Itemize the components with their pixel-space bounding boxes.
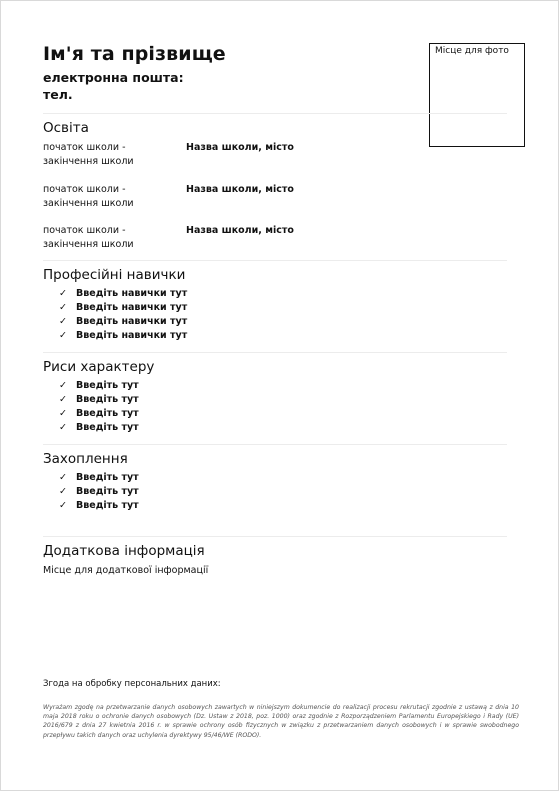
traits-title[interactable]: Риси характеру: [43, 359, 155, 375]
list-item[interactable]: [59, 315, 187, 329]
divider: [43, 260, 507, 261]
photo-placeholder-label: Місце для фото: [435, 46, 509, 56]
hobby-text: Введіть тут: [76, 486, 139, 497]
divider: [43, 444, 507, 445]
skill-text: Введіть навички тут: [76, 302, 188, 313]
email-label[interactable]: електронна пошта:: [43, 70, 184, 85]
list-item[interactable]: [59, 287, 187, 301]
check-icon: ✓: [59, 330, 67, 341]
education-dates-start: початок школи -: [43, 184, 126, 195]
education-dates-end: закінчення школи: [43, 198, 134, 209]
education-dates[interactable]: [43, 183, 163, 211]
hobby-text: Введіть тут: [76, 472, 139, 483]
skill-text: Введіть навички тут: [76, 330, 188, 341]
divider: [43, 352, 507, 353]
hobbies-title[interactable]: Захоплення: [43, 451, 128, 467]
consent-text[interactable]: Wyrażam zgodę na przetwarzanie danych osobowych zawartych w niniejszym dokumencie do realizacji procesu rekrutacji zgodnie z ustawą z dnia 10 maja 2018 roku o ochronie danych osobowych (Dz. Ustaw z 2018, poz. 1000) oraz zgodnie z Rozporządzeniem Parlamentu Europejskiego i Rady (UE) 2016/679 z dnia 27 kwietnia 2016 r. w sprawie ochrony osób fizycznych w związku z przetwarzaniem danych osobowych i w sprawie swobodnego przepływu takich danych oraz uchylenia dyrektywy 95/46/WE (RODO).: [43, 704, 519, 739]
check-icon: ✓: [59, 472, 67, 483]
check-icon: ✓: [59, 500, 67, 511]
education-dates[interactable]: [43, 224, 163, 252]
check-icon: ✓: [59, 288, 67, 299]
full-name[interactable]: Ім'я та прізвище: [43, 43, 226, 65]
trait-text: Введіть тут: [76, 408, 139, 419]
list-item[interactable]: [59, 379, 139, 393]
trait-text: Введіть тут: [76, 422, 139, 433]
photo-placeholder[interactable]: [429, 43, 525, 147]
trait-text: Введіть тут: [76, 380, 139, 391]
additional-info-text[interactable]: Місце для додаткової інформації: [43, 565, 209, 576]
divider: [43, 536, 507, 537]
education-dates-start: початок школи -: [43, 142, 126, 153]
check-icon: ✓: [59, 394, 67, 405]
education-dates[interactable]: [43, 141, 163, 169]
education-dates-end: закінчення школи: [43, 239, 134, 250]
consent-label[interactable]: Згода на обробку персональних даних:: [43, 679, 221, 689]
trait-text: Введіть тут: [76, 394, 139, 405]
additional-info-title[interactable]: Додаткова інформація: [43, 543, 205, 559]
education-school[interactable]: Назва школи, місто: [186, 142, 294, 153]
education-dates-end: закінчення школи: [43, 156, 134, 167]
check-icon: ✓: [59, 380, 67, 391]
list-item[interactable]: [59, 329, 187, 343]
education-dates-start: початок школи -: [43, 225, 126, 236]
divider: [43, 113, 507, 114]
skill-text: Введіть навички тут: [76, 288, 188, 299]
check-icon: ✓: [59, 486, 67, 497]
list-item[interactable]: [59, 471, 139, 485]
education-school[interactable]: Назва школи, місто: [186, 184, 294, 195]
list-item[interactable]: [59, 499, 139, 513]
education-title[interactable]: Освіта: [43, 120, 89, 136]
check-icon: ✓: [59, 408, 67, 419]
skills-title[interactable]: Професійні навички: [43, 267, 186, 283]
skills-list: [59, 287, 187, 343]
education-school[interactable]: Назва школи, місто: [186, 225, 294, 236]
list-item[interactable]: [59, 421, 139, 435]
traits-list: [59, 379, 139, 435]
list-item[interactable]: [59, 485, 139, 499]
phone-label[interactable]: тел.: [43, 87, 73, 102]
list-item[interactable]: [59, 407, 139, 421]
check-icon: ✓: [59, 316, 67, 327]
hobbies-list: [59, 471, 139, 513]
list-item[interactable]: [59, 393, 139, 407]
check-icon: ✓: [59, 302, 67, 313]
list-item[interactable]: [59, 301, 187, 315]
check-icon: ✓: [59, 422, 67, 433]
hobby-text: Введіть тут: [76, 500, 139, 511]
skill-text: Введіть навички тут: [76, 316, 188, 327]
